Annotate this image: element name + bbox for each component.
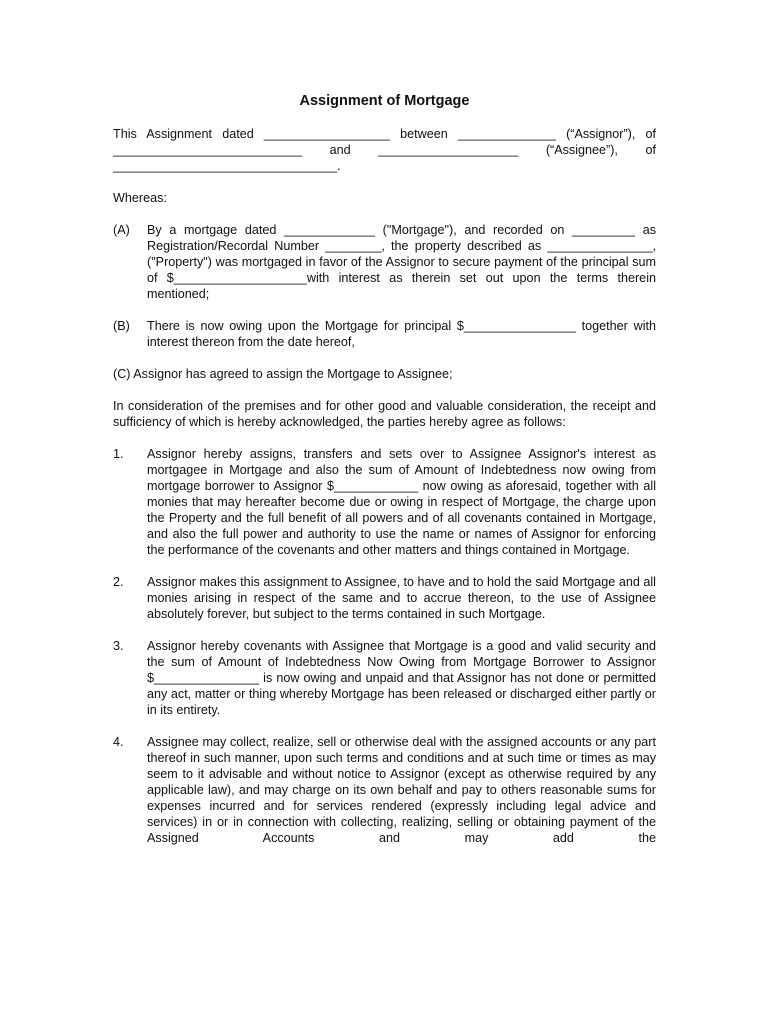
clause-number: 2.	[113, 575, 124, 589]
clause-number: 4.	[113, 735, 124, 749]
recital-a	[113, 222, 656, 302]
clause-text: Assignor hereby assigns, transfers and sets over to Assignee Assignor's interest as mortgagee in Mortgage and also the sum of Amount of Indebtedness now owing from mortgage borrower to Assignor $____________ now owing as aforesaid, together with all monies that may hereafter become due or owing in respect of Mortgage, the charge upon the Property and the full benefit of all powers and of all covenants contained in Mortgage, and also the full power and authority to use the name or names of Assignor for enforcing the performance of the covenants and other matters and things contained in Mortgage.	[147, 447, 656, 557]
clause-3	[113, 638, 656, 718]
intro-paragraph: This Assignment dated __________________ between ______________ (“Assignor”), of ___________________________ and ____________________ (“Assignee”), of ________________________________.	[113, 127, 656, 173]
clause-text: Assignor hereby covenants with Assignee that Mortgage is a good and valid security and the sum of Amount of Indebtedness Now Owing from Mortgage Borrower to Assignor $_______________ is now owing and unpaid and that Assignor has not done or permitted any act, matter or thing whereby Mortgage has been released or discharged either partly or in its entirety.	[147, 639, 656, 717]
clause-number: 1.	[113, 447, 124, 461]
recital-text: By a mortgage dated _____________ ("Mortgage"), and recorded on _________ as Registration/Recordal Number ________, the property described as _______________, ("Property") was mortgaged in favor of the Assignor to secure payment of the principal sum of $___________________with interest as therein set out upon the terms therein mentioned;	[147, 223, 656, 301]
document-title: Assignment of Mortgage	[299, 93, 470, 109]
clause-number: 3.	[113, 639, 124, 653]
recital-c: (C) Assignor has agreed to assign the Mortgage to Assignee;	[113, 367, 453, 381]
document-page	[113, 88, 656, 878]
clause-text: Assignee may collect, realize, sell or otherwise deal with the assigned accounts or any part thereof in such manner, upon such terms and conditions and at such time or times as may seem to it advisable and without notice to Assignor (except as otherwise required by any applicable law), and may charge on its own behalf and pay to others reasonable sums for expenses incurred and for services rendered (expressly including legal advice and services) in or in connection with collecting, realizing, selling or obtaining payment of the Assigned Accounts and may add the	[147, 735, 656, 845]
whereas-heading: Whereas:	[113, 191, 167, 205]
recital-b	[113, 318, 656, 350]
clause-text: Assignor makes this assignment to Assignee, to have and to hold the said Mortgage and all monies arising in respect of the same and to accrue thereon, to the use of Assignee absolutely forever, but subject to the terms contained in such Mortgage.	[147, 575, 656, 621]
consideration-paragraph: In consideration of the premises and for other good and valuable consideration, the receipt and sufficiency of which is hereby acknowledged, the parties hereby agree as follows:	[113, 399, 656, 429]
recital-label: (A)	[113, 223, 130, 237]
clause-4	[113, 734, 656, 862]
recital-label: (B)	[113, 319, 130, 333]
clause-1	[113, 446, 656, 558]
recital-text: There is now owing upon the Mortgage for principal $________________ together with interest thereon from the date hereof,	[147, 319, 656, 349]
clause-2	[113, 574, 656, 622]
